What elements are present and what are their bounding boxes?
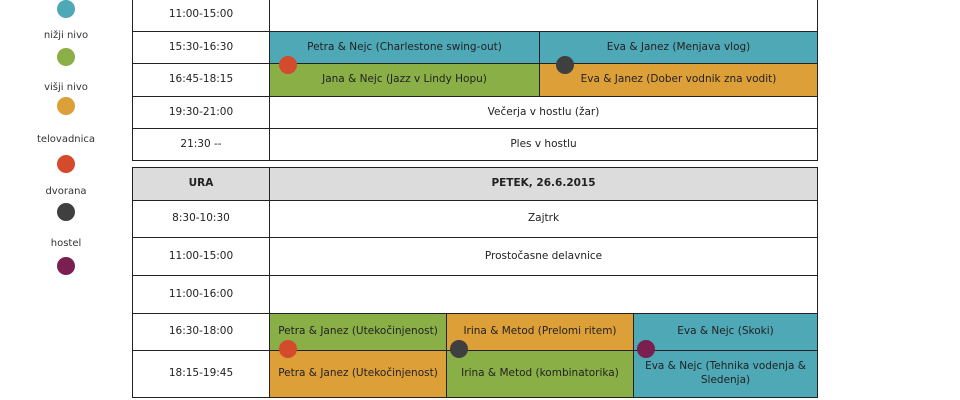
- event-cell: Irina & Metod (kombinatorika): [446, 350, 634, 398]
- header-day: PETEK, 26.6.2015: [269, 167, 818, 201]
- legend-dot-orange-icon: [57, 97, 75, 115]
- legend-label-telovadnica: telovadnica: [36, 134, 96, 145]
- legend-dot-top-icon: [57, 0, 75, 18]
- legend-label-hostel: hostel: [50, 238, 82, 249]
- event-cell: Jana & Nejc (Jazz v Lindy Hopu): [269, 63, 540, 97]
- time-cell: 8:30-10:30: [132, 200, 270, 238]
- legend-label-visji-nivo: višji nivo: [44, 82, 88, 93]
- event-cell: Irina & Metod (Prelomi ritem): [446, 313, 634, 351]
- event-cell: Petra & Janez (Utekočinjenost): [269, 350, 447, 398]
- header-time: URA: [132, 167, 270, 201]
- time-cell: 11:00-16:00: [132, 275, 270, 314]
- legend-label-nizji-nivo: nižji nivo: [43, 30, 89, 41]
- time-cell: 15:30-16:30: [132, 31, 270, 64]
- event-cell: Prostočasne delavnice: [269, 237, 818, 276]
- time-cell: 21:30 --: [132, 128, 270, 161]
- time-cell: 19:30-21:00: [132, 96, 270, 129]
- time-cell: 11:00-15:00: [132, 0, 270, 32]
- location-marker-icon: [556, 56, 574, 74]
- event-cell-empty: [269, 0, 818, 32]
- event-cell: Eva & Nejc (Skoki): [633, 313, 818, 351]
- event-cell: Petra & Janez (Utekočinjenost): [269, 313, 447, 351]
- event-cell: Večerja v hostlu (žar): [269, 96, 818, 129]
- legend-dot-purple-icon: [57, 257, 75, 275]
- legend-dot-green-icon: [57, 48, 75, 66]
- location-marker-icon: [279, 56, 297, 74]
- legend-label-dvorana: dvorana: [45, 186, 87, 197]
- legend-dot-dark-icon: [57, 203, 75, 221]
- event-cell: Zajtrk: [269, 200, 818, 238]
- legend-dot-red-icon: [57, 155, 75, 173]
- event-cell: Eva & Janez (Dober vodnik zna vodit): [539, 63, 818, 97]
- event-cell: Eva & Nejc (Tehnika vodenja & Sledenja): [633, 350, 818, 398]
- event-cell: Petra & Nejc (Charlestone swing-out): [269, 31, 540, 64]
- location-marker-icon: [279, 340, 297, 358]
- time-cell: 18:15-19:45: [132, 350, 270, 398]
- location-marker-icon: [450, 340, 468, 358]
- time-cell: 11:00-15:00: [132, 237, 270, 276]
- time-cell: 16:30-18:00: [132, 313, 270, 351]
- event-cell: Ples v hostlu: [269, 128, 818, 161]
- event-cell: Eva & Janez (Menjava vlog): [539, 31, 818, 64]
- location-marker-icon: [637, 340, 655, 358]
- time-cell: 16:45-18:15: [132, 63, 270, 97]
- event-cell-empty: [269, 275, 818, 314]
